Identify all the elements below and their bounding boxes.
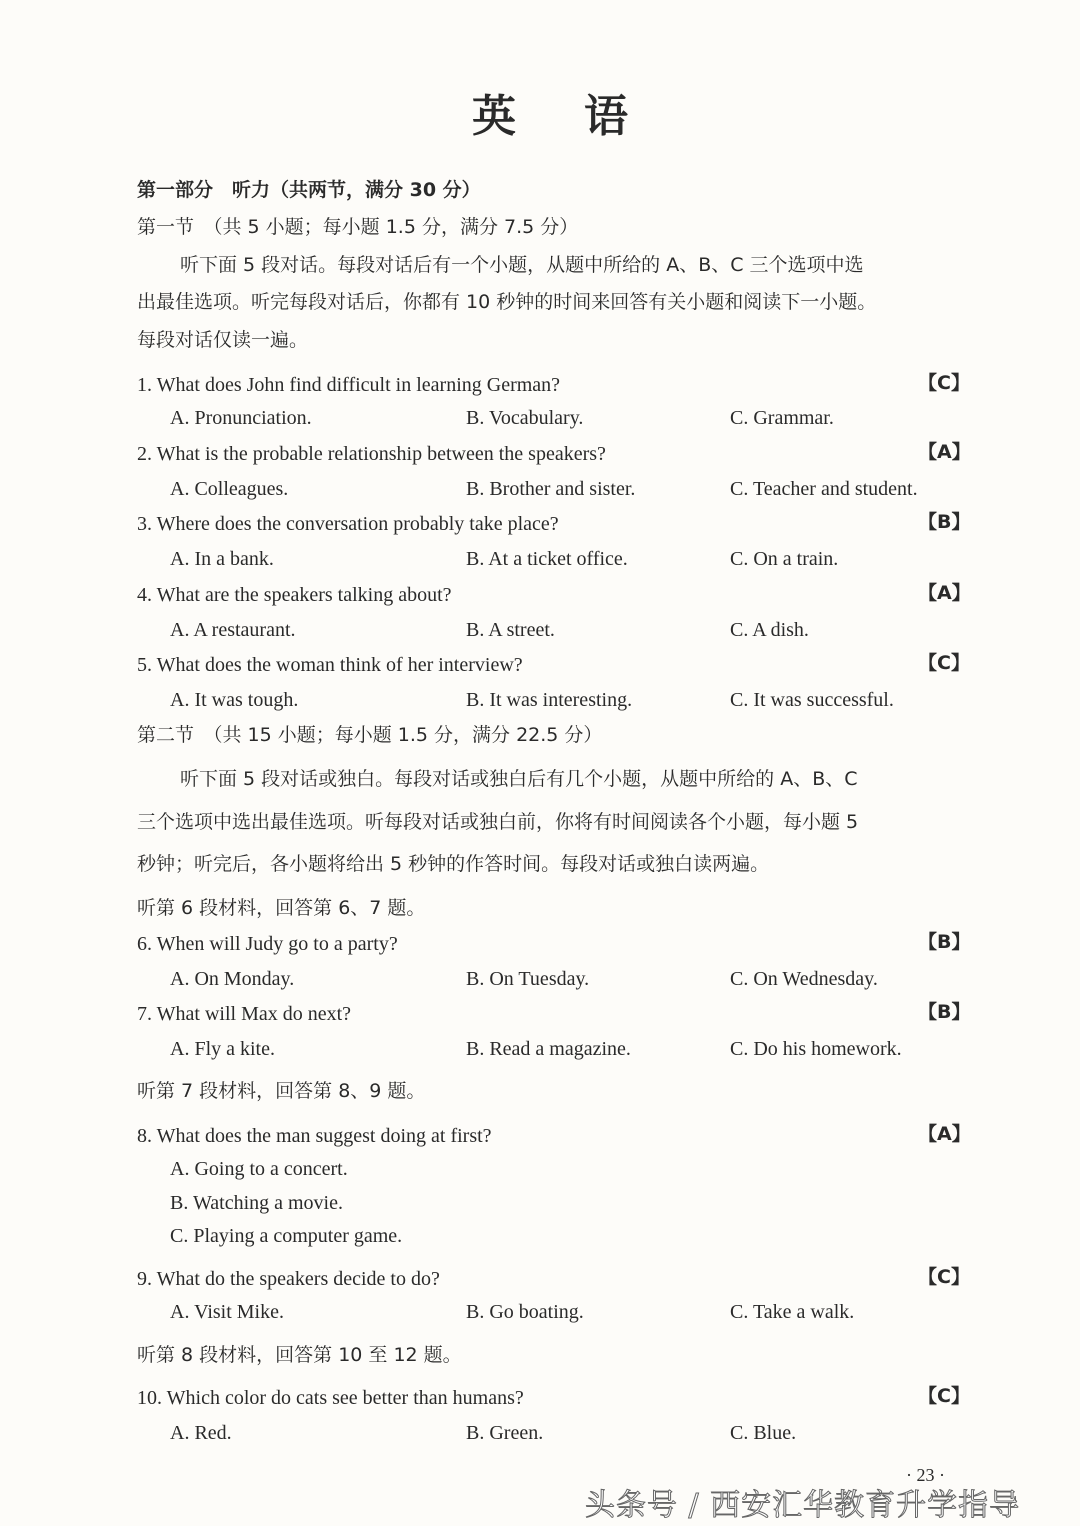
option: C. Take a walk. xyxy=(730,1301,855,1323)
page-title: 英语 xyxy=(472,91,696,142)
answer-key: 【B】 xyxy=(918,1001,971,1023)
option: B. Vocabulary. xyxy=(466,407,584,429)
option: A. Pronunciation. xyxy=(170,407,312,429)
instruction-line: 秒钟；听完后，各小题将给出 5 秒钟的作答时间。每段对话或独白读两遍。 xyxy=(137,853,770,875)
option: B. At a ticket office. xyxy=(466,548,628,570)
instruction-line: 出最佳选项。听完每段对话后，你都有 10 秒钟的时间来回答有关小题和阅读下一小题。 xyxy=(137,291,877,313)
option: B. Go boating. xyxy=(466,1301,584,1323)
option: A. Fly a kite. xyxy=(170,1038,275,1060)
option: C. Grammar. xyxy=(730,407,834,429)
option: C. On Wednesday. xyxy=(730,968,878,990)
question-text: 1. What does John find difficult in learning German? xyxy=(137,374,561,396)
option: A. Visit Mike. xyxy=(170,1301,284,1323)
answer-key: 【A】 xyxy=(918,1123,971,1145)
material-heading: 听第 8 段材料，回答第 10 至 12 题。 xyxy=(137,1344,462,1366)
question-text: 4. What are the speakers talking about? xyxy=(137,584,452,606)
option: A. It was tough. xyxy=(170,689,299,711)
instruction-line: 三个选项中选出最佳选项。听每段对话或独白前，你将有时间阅读各个小题，每小题 5 xyxy=(137,811,859,833)
option: B. A street. xyxy=(466,619,555,641)
answer-key: 【B】 xyxy=(918,511,971,533)
option: A. Red. xyxy=(170,1422,232,1444)
option: C. Do his homework. xyxy=(730,1038,902,1060)
option: B. On Tuesday. xyxy=(466,968,590,990)
option: C. Teacher and student. xyxy=(730,478,918,500)
answer-key: 【B】 xyxy=(918,931,971,953)
question-text: 5. What does the woman think of her interview? xyxy=(137,654,523,676)
material-heading: 听第 6 段材料，回答第 6、7 题。 xyxy=(137,897,426,919)
instruction-line: 听下面 5 段对话。每段对话后有一个小题，从题中所给的 A、B、C 三个选项中选 xyxy=(180,254,864,276)
option: B. Green. xyxy=(466,1422,544,1444)
answer-key: 【C】 xyxy=(918,372,970,394)
option: B. Watching a movie. xyxy=(170,1192,343,1214)
answer-key: 【A】 xyxy=(918,582,971,604)
question-text: 3. Where does the conversation probably take place? xyxy=(137,513,559,535)
watermark: 头条号 / 西安汇华教育升学指导 xyxy=(585,1488,1021,1523)
option: A. In a bank. xyxy=(170,548,274,570)
question-text: 6. When will Judy go to a party? xyxy=(137,933,398,955)
answer-key: 【A】 xyxy=(918,441,971,463)
question-text: 10. Which color do cats see better than humans? xyxy=(137,1387,524,1409)
material-heading: 听第 7 段材料，回答第 8、9 题。 xyxy=(137,1080,426,1102)
option: C. On a train. xyxy=(730,548,839,570)
part-heading: 第一部分 听力（共两节，满分 30 分） xyxy=(137,179,481,201)
option: A. On Monday. xyxy=(170,968,295,990)
option: A. A restaurant. xyxy=(170,619,296,641)
question-text: 8. What does the man suggest doing at first? xyxy=(137,1125,492,1147)
question-text: 7. What will Max do next? xyxy=(137,1003,352,1025)
answer-key: 【C】 xyxy=(918,1385,970,1407)
answer-key: 【C】 xyxy=(918,652,970,674)
option: A. Colleagues. xyxy=(170,478,289,500)
question-text: 2. What is the probable relationship between the speakers? xyxy=(137,443,606,465)
option: B. Read a magazine. xyxy=(466,1038,631,1060)
option: C. It was successful. xyxy=(730,689,894,711)
instruction-line: 每段对话仅读一遍。 xyxy=(137,329,309,351)
option: A. Going to a concert. xyxy=(170,1158,348,1180)
answer-key: 【C】 xyxy=(918,1266,970,1288)
section-heading: 第一节 （共 5 小题；每小题 1.5 分，满分 7.5 分） xyxy=(137,216,579,238)
instruction-line: 听下面 5 段对话或独白。每段对话或独白后有几个小题，从题中所给的 A、B、C xyxy=(180,768,858,790)
question-text: 9. What do the speakers decide to do? xyxy=(137,1268,440,1290)
option: B. It was interesting. xyxy=(466,689,633,711)
option: C. Playing a computer game. xyxy=(170,1225,403,1247)
option: C. A dish. xyxy=(730,619,809,641)
option: C. Blue. xyxy=(730,1422,797,1444)
option: B. Brother and sister. xyxy=(466,478,636,500)
section-heading: 第二节 （共 15 小题；每小题 1.5 分，满分 22.5 分） xyxy=(137,724,603,746)
page-number: · 23 · xyxy=(906,1465,945,1485)
